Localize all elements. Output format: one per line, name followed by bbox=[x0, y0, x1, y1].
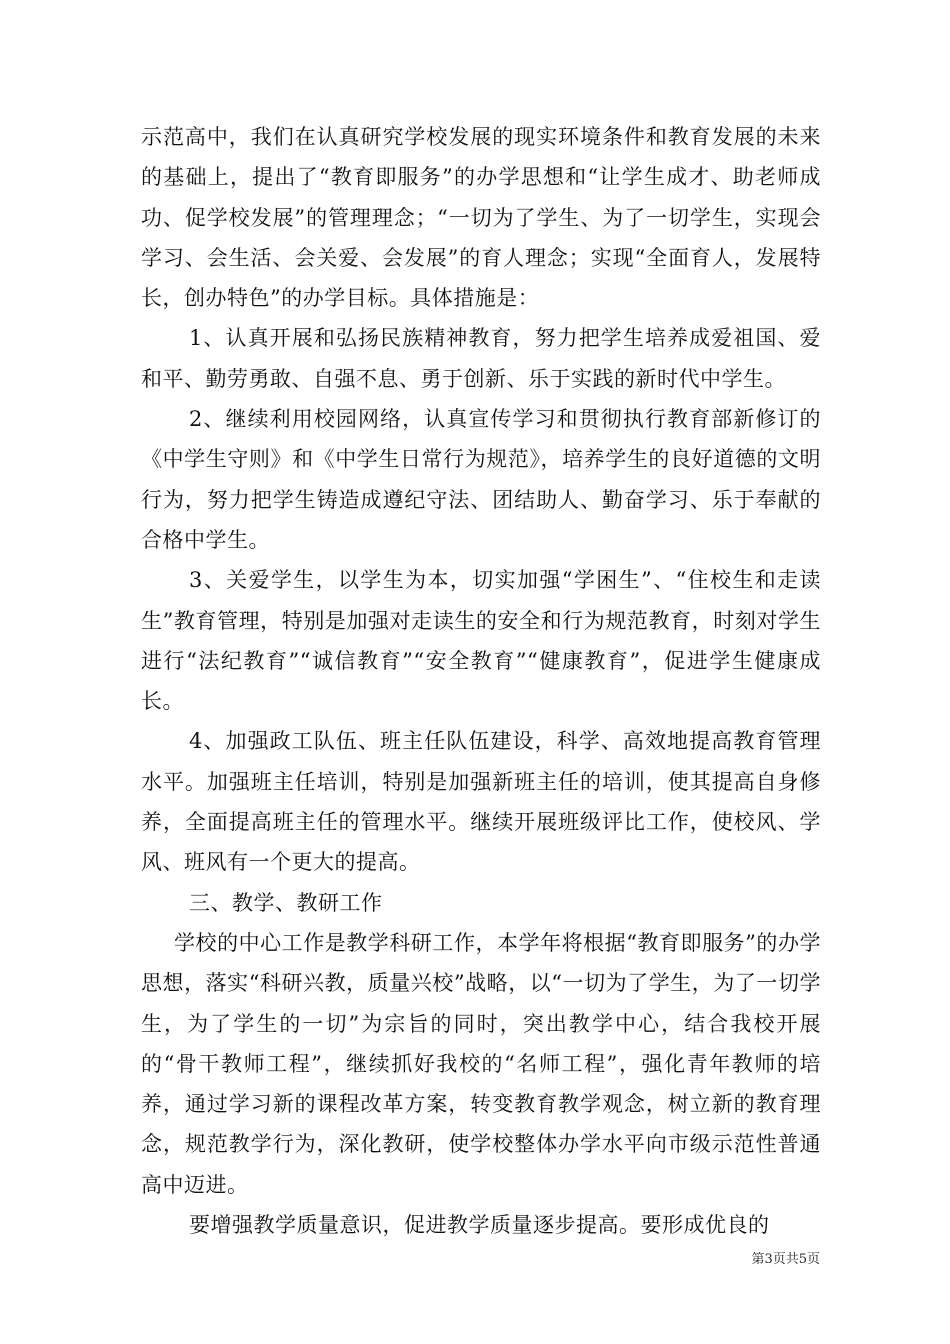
paragraph-item-1: 1、认真开展和弘扬民族精神教育，努力把学生培养成爱祖国、爱和平、勤劳勇敢、自强不息、勇于创新、乐于实践的新时代中学生。 bbox=[141, 326, 821, 391]
paragraph-item-3: 3、关爱学生，以学生为本，切实加强“学困生”、“住校生和走读生”教育管理，特别是加强对走读生的安全和行为规范教育，时刻对学生进行“法纪教育”“诚信教育”“安全教育”“健康教育”，促进学生健康成长。 bbox=[141, 568, 821, 714]
paragraph-teaching-center: 学校的中心工作是教学科研工作，本学年将根据“教育即服务”的办学思想，落实“科研兴教，质量兴校”战略，以“一切为了学生，为了一切学生，为了学生的一切”为宗旨的同时，突出教学中心，结合我校开展的“骨干教师工程”，继续抓好我校的“名师工程”，强化青年教师的培养，通过学习新的课程改革方案，转变教育教学观念，树立新的教育理念，规范教学行为，深化教研，使学校整体办学水平向市级示范性普通高中迈进。 bbox=[141, 930, 821, 1197]
paragraph-item-4: 4、加强政工队伍、班主任队伍建设，科学、高效地提高教育管理水平。加强班主任培训，特别是加强新班主任的培训，使其提高自身修养，全面提高班主任的管理水平。继续开展班级评比工作，使校风、学风、班风有一个更大的提高。 bbox=[141, 729, 821, 875]
paragraph-intro: 示范高中，我们在认真研究学校发展的现实环境条件和教育发展的未来的基础上，提出了“教育即服务”的办学思想和“让学生成才、助老师成功、促学校发展”的管理理念；“一切为了学生、为了一切学生，实现会学习、会生活、会关爱、会发展”的育人理念；实现“全面育人，发展特长，创办特色”的办学目标。具体措施是： bbox=[141, 125, 821, 311]
page-number: 第3页共5页 bbox=[751, 1252, 820, 1267]
document-body bbox=[141, 117, 821, 1245]
section-heading-teaching: 三、教学、教研工作 bbox=[189, 890, 383, 915]
paragraph-item-2: 2、继续利用校园网络，认真宣传学习和贯彻执行教育部新修订的《中学生守则》和《中学生日常行为规范》，培养学生的良好道德的文明行为，努力把学生铸造成遵纪守法、团结助人、勤奋学习、乐于奉献的合格中学生。 bbox=[141, 407, 821, 552]
paragraph-quality: 要增强教学质量意识，促进教学质量逐步提高。要形成优良的 bbox=[189, 1213, 770, 1238]
